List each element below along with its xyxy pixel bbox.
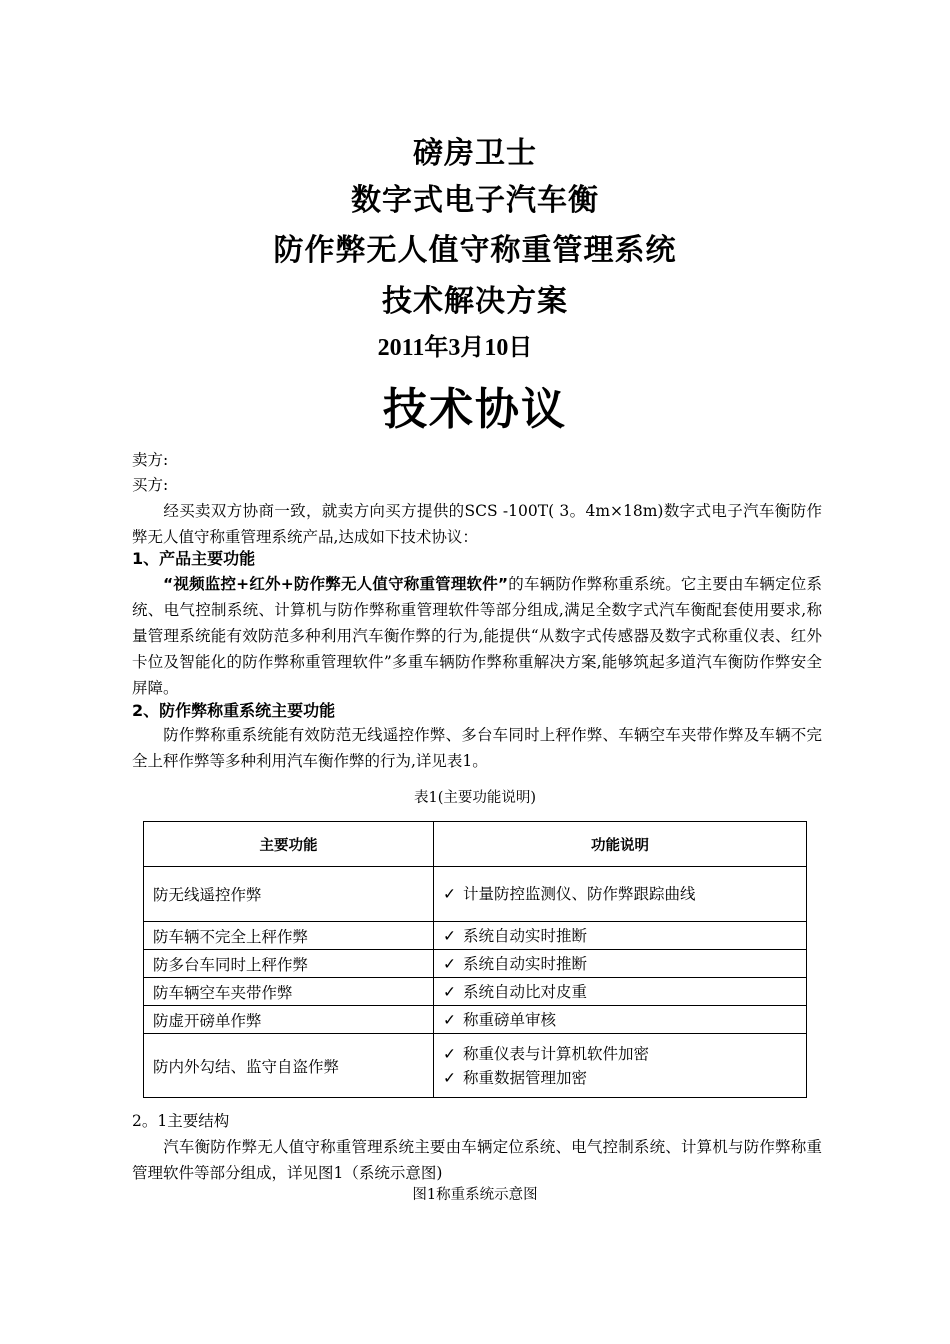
check-icon: ✓ <box>443 1068 456 1087</box>
table-cell-description: ✓ 系统自动比对皮重 <box>434 978 807 1006</box>
table-cell-function: 防内外勾结、监守自盗作弊 <box>144 1034 434 1098</box>
table-row <box>144 1006 807 1034</box>
table-cell-description: ✓ 称重磅单审核 <box>434 1006 807 1034</box>
check-icon: ✓ <box>443 954 456 973</box>
cover-title-line-1: 磅房卫士 <box>413 136 537 171</box>
section1-paragraph <box>132 571 822 701</box>
intro-text: 经买卖双方协商一致，就卖方向买方提供的SCS -100T( 3。4m×18m)数字式电子汽车衡防作弊无人值守称重管理系统产品,达成如下技术协议： <box>132 502 822 546</box>
table-row <box>144 1034 807 1098</box>
section2-paragraph <box>132 722 822 774</box>
table-row <box>144 950 807 978</box>
table-header-description: 功能说明 <box>434 822 807 867</box>
cover-title-line-3: 防作弊无人值守称重管理系统 <box>273 233 677 268</box>
table-cell-function: 防无线遥控作弊 <box>144 867 434 922</box>
table-row <box>144 867 807 922</box>
check-icon: ✓ <box>443 1044 456 1063</box>
section21-body: 汽车衡防作弊无人值守称重管理系统主要由车辆定位系统、电气控制系统、计算机与防作弊称重管理软件等部分组成，详见图1（系统示意图) <box>132 1138 822 1182</box>
table-cell-function: 防车辆不完全上秤作弊 <box>144 922 434 950</box>
check-icon: ✓ <box>443 926 456 945</box>
check-icon: ✓ <box>443 982 456 1001</box>
table-header-function: 主要功能 <box>144 822 434 867</box>
figure1-caption: 图1称重系统示意图 <box>412 1187 538 1203</box>
seller-label: 卖方: <box>132 451 169 469</box>
cover-date: 2011年3月10日 <box>377 335 533 361</box>
section2-heading: 2、防作弊称重系统主要功能 <box>132 701 336 720</box>
cover-title-line-2: 数字式电子汽车衡 <box>351 183 599 218</box>
buyer-label: 买方: <box>132 476 169 494</box>
table1-caption: 表1(主要功能说明) <box>413 790 537 806</box>
section21-paragraph <box>132 1134 822 1186</box>
table-row <box>144 978 807 1006</box>
table-cell-description: ✓ 系统自动实时推断 <box>434 922 807 950</box>
table-cell-description: ✓ 计量防控监测仪、防作弊跟踪曲线 <box>434 867 807 922</box>
table-cell-description: ✓ 称重仪表与计算机软件加密 ✓ 称重数据管理加密 <box>434 1034 807 1098</box>
section21-heading: 2。1主要结构 <box>132 1112 230 1130</box>
table-cell-description: ✓ 系统自动实时推断 <box>434 950 807 978</box>
table-row <box>144 922 807 950</box>
section1-body: 的车辆防作弊称重系统。它主要由车辆定位系统、电气控制系统、计算机与防作弊称重管理软件等部分组成,满足全数字式汽车衡配套使用要求,称量管理系统能有效防范多种利用汽车衡作弊的行为,能提供“从数字式传感器及数字式称重仪表、红外卡位及智能化的防作弊称重管理软件”多重车辆防作弊称重解决方案,能够筑起多道汽车衡防作弊安全屏障。 <box>132 575 822 697</box>
agreement-title: 技术协议 <box>383 384 567 435</box>
table-cell-function: 防虚开磅单作弊 <box>144 1006 434 1034</box>
section1-quote: “视频监控+红外+防作弊无人值守称重管理软件” <box>163 575 509 593</box>
table-cell-function: 防车辆空车夹带作弊 <box>144 978 434 1006</box>
section1-heading: 1、产品主要功能 <box>132 549 256 568</box>
table-cell-function: 防多台车同时上秤作弊 <box>144 950 434 978</box>
table-header-row <box>144 822 807 867</box>
function-table <box>143 821 807 1098</box>
section2-body: 防作弊称重系统能有效防范无线遥控作弊、多台车同时上秤作弊、车辆空车夹带作弊及车辆不完全上秤作弊等多种利用汽车衡作弊的行为,详见表1。 <box>132 726 822 770</box>
check-icon: ✓ <box>443 1010 456 1029</box>
intro-paragraph <box>132 498 822 550</box>
check-icon: ✓ <box>443 885 456 903</box>
cover-title-line-4: 技术解决方案 <box>382 284 568 319</box>
